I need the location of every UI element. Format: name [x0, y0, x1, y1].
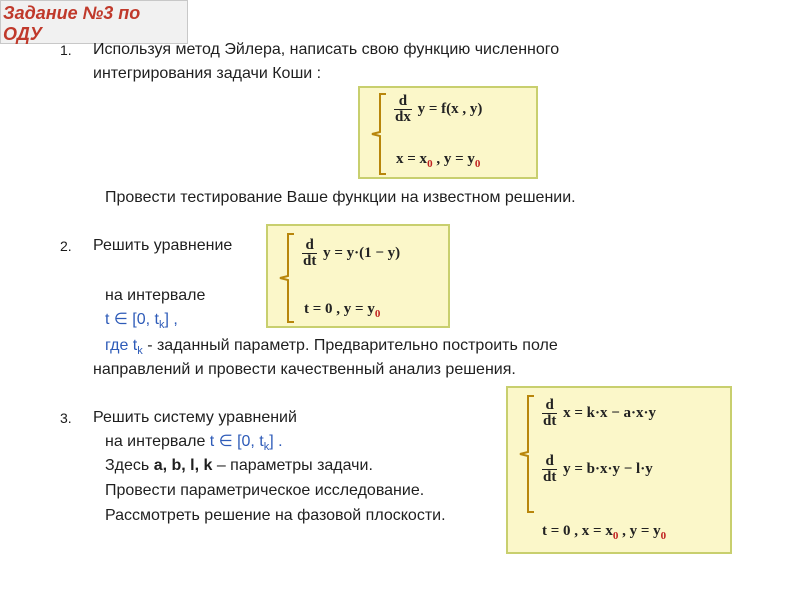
slide-title-box — [0, 0, 188, 44]
formula3-initial: t = 0 , $x = x_0$ , $y = y_0$ — [542, 523, 667, 542]
formula3-eq1: $\frac{d}{dt}$ x = k·x − a·x·y — [543, 397, 657, 429]
slide-title-line2: ОДУ — [3, 24, 42, 44]
brace-icon — [516, 394, 538, 514]
item2-number: 2. — [60, 238, 72, 254]
slide-title-line1: Задание №3 по — [3, 3, 141, 23]
item3-phase-line: Рассмотреть решение на фазовой плоскости. — [105, 507, 446, 524]
item3-params: Здесь a, b, l, k – параметры задачи. — [105, 457, 373, 474]
item3-interval: на интервале t ∈ [0, $t_k$] . — [105, 433, 283, 454]
formula1-initial: $x = x_0$ , $y = y_0$ — [396, 151, 481, 170]
brace-icon — [368, 92, 390, 176]
item3-number: 3. — [60, 410, 72, 426]
item1-line1: Используя метод Эйлера, написать свою функцию численного — [93, 41, 560, 58]
formula2-box — [266, 224, 450, 328]
formula2-ode: $\frac{d}{dt}$ y = y·(1 − y) — [303, 237, 401, 269]
item1-number: 1. — [60, 42, 72, 58]
formula1-ode: $\frac{d}{dx}$ y = f(x , y) — [395, 93, 483, 125]
formula2-rhs: y = y·(1 − y) — [323, 244, 401, 261]
formula1-rhs: y = f(x , y) — [417, 100, 483, 117]
formula3-box — [506, 386, 732, 554]
item1-test-line: Провести тестирование Ваше функции на известном решении. — [105, 189, 576, 206]
item2-line1: Решить уравнение — [93, 237, 233, 254]
item2-param-line: где $t_k$ - заданный параметр. Предварительно построить поле — [105, 337, 558, 358]
item2-interval: t ∈ [0, $t_k$] , — [105, 311, 178, 332]
item2-last-line: направлений и провести качественный анализ решения. — [93, 361, 516, 378]
formula3-eq2: $\frac{d}{dt}$ y = b·x·y − l·y — [543, 453, 653, 485]
item3-param-study: Провести параметрическое исследование. — [105, 482, 425, 499]
formula2-initial: t = 0 , $y = y_0$ — [304, 301, 381, 320]
item1-line2: интегрирования задачи Коши : — [93, 65, 322, 82]
brace-icon — [276, 232, 298, 324]
formula1-box — [358, 86, 538, 179]
item2-interval-label: на интервале — [105, 287, 206, 304]
item3-line1: Решить систему уравнений — [93, 409, 297, 426]
